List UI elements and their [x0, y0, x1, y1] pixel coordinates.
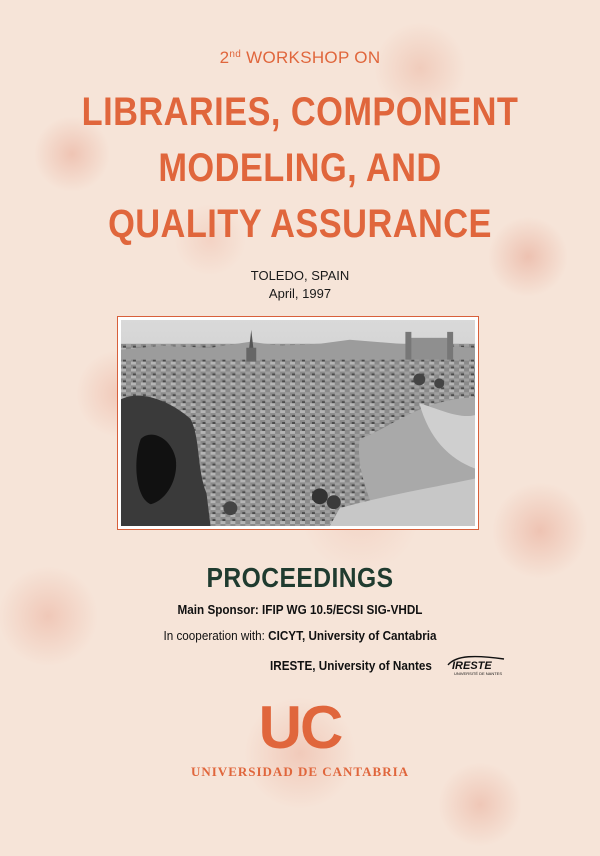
- title-line-1: LIBRARIES, COMPONENT: [81, 90, 519, 134]
- cooperation-partner-2: IRESTE, University of Nantes: [270, 657, 432, 673]
- cooperation-partner-1: CICYT, University of Cantabria: [264, 628, 437, 643]
- workshop-heading-text: WORKSHOP ON: [241, 48, 381, 67]
- uc-logo: UC: [258, 694, 342, 761]
- workshop-ordinal-suffix: nd: [229, 49, 242, 60]
- proceedings-heading: PROCEEDINGS: [206, 562, 394, 593]
- date: April, 1997: [268, 286, 332, 301]
- ireste-logo: [446, 653, 506, 677]
- city-panorama-illustration: [121, 320, 475, 526]
- main-sponsor: Main Sponsor: IFIP WG 10.5/ECSI SIG-VHDL: [177, 602, 423, 617]
- toledo-city-photo: [121, 320, 475, 526]
- location: TOLEDO, SPAIN: [250, 268, 350, 283]
- cooperation-line: [30, 628, 570, 643]
- photo-frame: [117, 316, 479, 530]
- workshop-heading: [0, 48, 600, 68]
- title-line-2: MODELING, AND: [158, 146, 442, 190]
- ireste-subtitle: UNIVERSITÉ DE NANTES: [453, 671, 502, 676]
- title-line-3: QUALITY ASSURANCE: [108, 202, 492, 246]
- ireste-wordmark: IRESTE: [451, 660, 492, 672]
- university-name: UNIVERSIDAD DE CANTABRIA: [190, 764, 410, 779]
- workshop-number: 2: [219, 48, 230, 67]
- ireste-row: [270, 654, 506, 676]
- cooperation-prefix: In cooperation with:: [163, 628, 265, 643]
